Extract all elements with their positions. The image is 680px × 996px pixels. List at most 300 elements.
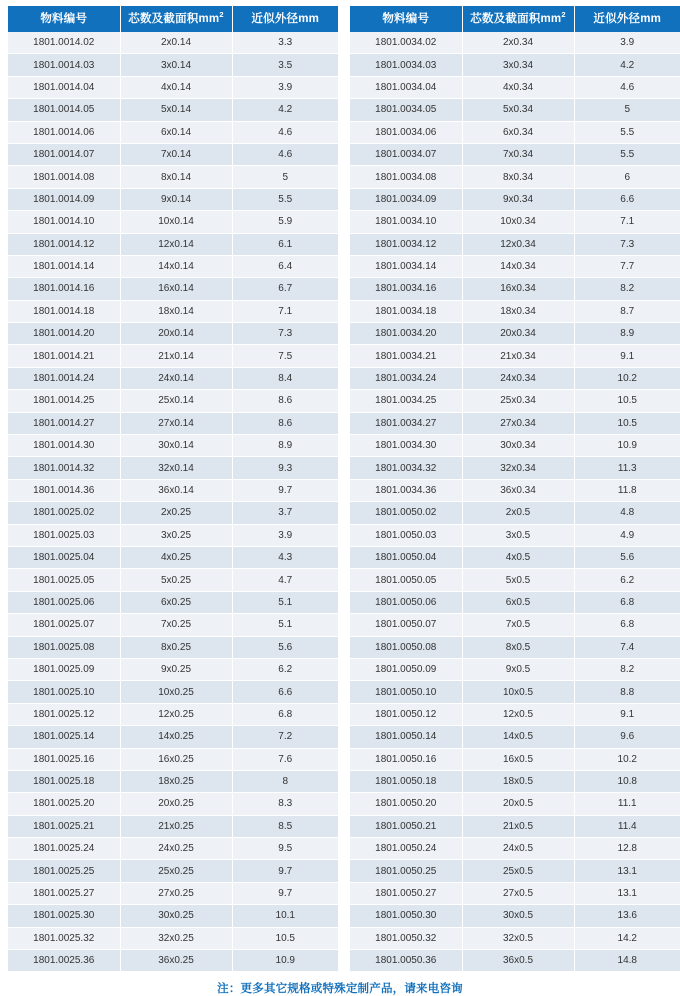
cell-outer-diameter: 11.4	[574, 815, 680, 837]
tables-container	[8, 6, 672, 972]
table-row	[8, 32, 338, 54]
cell-cores-and-area: 6x0.34	[462, 121, 574, 143]
cell-part-number: 1801.0050.03	[350, 524, 462, 546]
table-row	[8, 726, 338, 748]
cell-part-number: 1801.0025.20	[8, 793, 120, 815]
header-outer-diameter: 近似外径mm	[232, 6, 338, 32]
cell-part-number: 1801.0034.16	[350, 278, 462, 300]
cell-part-number: 1801.0034.03	[350, 54, 462, 76]
table-row	[350, 143, 680, 165]
cell-outer-diameter: 8.2	[574, 658, 680, 680]
cell-part-number: 1801.0050.18	[350, 770, 462, 792]
cell-outer-diameter: 3.9	[574, 32, 680, 54]
table-row	[8, 99, 338, 121]
cell-outer-diameter: 4.6	[232, 143, 338, 165]
cell-part-number: 1801.0034.21	[350, 345, 462, 367]
cell-cores-and-area: 18x0.5	[462, 770, 574, 792]
cell-part-number: 1801.0034.02	[350, 32, 462, 54]
header-row	[8, 6, 338, 32]
cell-outer-diameter: 8.5	[232, 815, 338, 837]
table-row	[350, 166, 680, 188]
table-row	[350, 76, 680, 98]
cell-cores-and-area: 18x0.25	[120, 770, 232, 792]
table-row	[350, 99, 680, 121]
table-row	[8, 636, 338, 658]
cell-cores-and-area: 5x0.14	[120, 99, 232, 121]
cell-part-number: 1801.0025.36	[8, 950, 120, 972]
table-row	[350, 681, 680, 703]
table-row	[350, 54, 680, 76]
table-header-left	[8, 6, 338, 32]
cell-part-number: 1801.0050.05	[350, 569, 462, 591]
cell-outer-diameter: 14.8	[574, 950, 680, 972]
cell-part-number: 1801.0034.36	[350, 479, 462, 501]
cell-cores-and-area: 16x0.34	[462, 278, 574, 300]
cell-part-number: 1801.0034.27	[350, 412, 462, 434]
table-row	[350, 793, 680, 815]
cell-part-number: 1801.0014.14	[8, 255, 120, 277]
cell-part-number: 1801.0025.03	[8, 524, 120, 546]
cell-cores-and-area: 36x0.25	[120, 950, 232, 972]
cell-outer-diameter: 5.5	[232, 188, 338, 210]
cell-outer-diameter: 3.3	[232, 32, 338, 54]
cell-cores-and-area: 5x0.25	[120, 569, 232, 591]
cell-outer-diameter: 8	[232, 770, 338, 792]
cell-outer-diameter: 9.7	[232, 479, 338, 501]
cell-part-number: 1801.0050.30	[350, 905, 462, 927]
table-row	[350, 367, 680, 389]
table-row	[8, 300, 338, 322]
table-row	[350, 860, 680, 882]
cell-part-number: 1801.0050.36	[350, 950, 462, 972]
cell-outer-diameter: 11.3	[574, 457, 680, 479]
cell-outer-diameter: 3.5	[232, 54, 338, 76]
cell-outer-diameter: 5.1	[232, 614, 338, 636]
cell-outer-diameter: 6.4	[232, 255, 338, 277]
table-row	[350, 524, 680, 546]
cell-part-number: 1801.0034.20	[350, 323, 462, 345]
cell-cores-and-area: 32x0.5	[462, 927, 574, 949]
cell-outer-diameter: 8.4	[232, 367, 338, 389]
cell-cores-and-area: 27x0.25	[120, 882, 232, 904]
cell-outer-diameter: 6.6	[574, 188, 680, 210]
cell-cores-and-area: 21x0.34	[462, 345, 574, 367]
table-row	[8, 166, 338, 188]
cell-part-number: 1801.0014.10	[8, 211, 120, 233]
cell-outer-diameter: 3.9	[232, 76, 338, 98]
table-row	[350, 950, 680, 972]
table-row	[350, 546, 680, 568]
cell-outer-diameter: 7.3	[574, 233, 680, 255]
table-body-right	[350, 32, 680, 972]
table-row	[350, 770, 680, 792]
table-row	[8, 457, 338, 479]
table-row	[350, 32, 680, 54]
cell-part-number: 1801.0050.21	[350, 815, 462, 837]
cell-outer-diameter: 7.7	[574, 255, 680, 277]
table-row	[350, 703, 680, 725]
table-row	[8, 703, 338, 725]
header-cores-and-area: 芯数及截面积$mm^2$	[120, 6, 232, 32]
table-row	[350, 905, 680, 927]
table-row	[350, 591, 680, 613]
cell-cores-and-area: 2x0.25	[120, 502, 232, 524]
cell-cores-and-area: 6x0.5	[462, 591, 574, 613]
cell-outer-diameter: 4.8	[574, 502, 680, 524]
table-row	[350, 412, 680, 434]
header-part-number: 物料编号	[350, 6, 462, 32]
cell-part-number: 1801.0014.24	[8, 367, 120, 389]
cell-outer-diameter: 9.7	[232, 860, 338, 882]
cell-outer-diameter: 5.5	[574, 121, 680, 143]
cell-part-number: 1801.0014.02	[8, 32, 120, 54]
cell-part-number: 1801.0034.08	[350, 166, 462, 188]
cell-cores-and-area: 7x0.14	[120, 143, 232, 165]
cell-cores-and-area: 24x0.14	[120, 367, 232, 389]
cell-outer-diameter: 6.8	[232, 703, 338, 725]
cell-outer-diameter: 7.1	[574, 211, 680, 233]
table-row	[8, 793, 338, 815]
table-row	[350, 927, 680, 949]
cell-part-number: 1801.0014.18	[8, 300, 120, 322]
cell-cores-and-area: 16x0.14	[120, 278, 232, 300]
cell-part-number: 1801.0014.21	[8, 345, 120, 367]
cell-outer-diameter: 7.4	[574, 636, 680, 658]
cell-cores-and-area: 12x0.14	[120, 233, 232, 255]
table-row	[350, 502, 680, 524]
cell-cores-and-area: 12x0.5	[462, 703, 574, 725]
cell-part-number: 1801.0025.08	[8, 636, 120, 658]
spec-table-left	[8, 6, 338, 972]
cell-outer-diameter: 9.7	[232, 882, 338, 904]
cell-cores-and-area: 30x0.34	[462, 435, 574, 457]
cell-part-number: 1801.0050.12	[350, 703, 462, 725]
cell-cores-and-area: 24x0.5	[462, 838, 574, 860]
table-row	[350, 188, 680, 210]
table-row	[8, 278, 338, 300]
cell-outer-diameter: 10.1	[232, 905, 338, 927]
cell-part-number: 1801.0034.14	[350, 255, 462, 277]
cell-cores-and-area: 30x0.25	[120, 905, 232, 927]
cell-cores-and-area: 30x0.14	[120, 435, 232, 457]
cell-part-number: 1801.0014.05	[8, 99, 120, 121]
cell-cores-and-area: 3x0.5	[462, 524, 574, 546]
cell-cores-and-area: 27x0.5	[462, 882, 574, 904]
cell-outer-diameter: 3.9	[232, 524, 338, 546]
footnote: 注：更多其它规格或特殊定制产品，请来电咨询	[217, 983, 463, 996]
table-row	[8, 838, 338, 860]
cell-cores-and-area: 27x0.14	[120, 412, 232, 434]
table-row	[350, 479, 680, 501]
cell-outer-diameter: 7.3	[232, 323, 338, 345]
cell-outer-diameter: 6	[574, 166, 680, 188]
table-row	[8, 76, 338, 98]
cell-outer-diameter: 8.8	[574, 681, 680, 703]
cell-part-number: 1801.0025.21	[8, 815, 120, 837]
cell-cores-and-area: 24x0.25	[120, 838, 232, 860]
cell-cores-and-area: 18x0.34	[462, 300, 574, 322]
cell-cores-and-area: 8x0.25	[120, 636, 232, 658]
cell-part-number: 1801.0050.16	[350, 748, 462, 770]
table-row	[350, 390, 680, 412]
cell-outer-diameter: 9.6	[574, 726, 680, 748]
table-row	[8, 591, 338, 613]
cell-part-number: 1801.0014.36	[8, 479, 120, 501]
cell-cores-and-area: 16x0.25	[120, 748, 232, 770]
cell-part-number: 1801.0014.25	[8, 390, 120, 412]
cell-part-number: 1801.0050.04	[350, 546, 462, 568]
cell-cores-and-area: 7x0.5	[462, 614, 574, 636]
cell-cores-and-area: 8x0.34	[462, 166, 574, 188]
cell-part-number: 1801.0050.25	[350, 860, 462, 882]
cell-cores-and-area: 24x0.34	[462, 367, 574, 389]
cell-part-number: 1801.0050.06	[350, 591, 462, 613]
table-row	[350, 233, 680, 255]
cell-cores-and-area: 8x0.14	[120, 166, 232, 188]
cell-part-number: 1801.0050.02	[350, 502, 462, 524]
cell-part-number: 1801.0014.30	[8, 435, 120, 457]
cell-cores-and-area: 6x0.14	[120, 121, 232, 143]
table-row	[8, 412, 338, 434]
cell-part-number: 1801.0025.27	[8, 882, 120, 904]
cell-cores-and-area: 10x0.25	[120, 681, 232, 703]
cell-outer-diameter: 10.2	[574, 367, 680, 389]
table-row	[8, 546, 338, 568]
cell-cores-and-area: 4x0.34	[462, 76, 574, 98]
cell-part-number: 1801.0034.07	[350, 143, 462, 165]
cell-cores-and-area: 27x0.34	[462, 412, 574, 434]
cell-cores-and-area: 10x0.14	[120, 211, 232, 233]
cell-cores-and-area: 14x0.25	[120, 726, 232, 748]
cell-outer-diameter: 5.5	[574, 143, 680, 165]
cell-cores-and-area: 21x0.5	[462, 815, 574, 837]
cell-outer-diameter: 7.2	[232, 726, 338, 748]
cell-cores-and-area: 25x0.34	[462, 390, 574, 412]
cell-outer-diameter: 5.6	[232, 636, 338, 658]
cell-outer-diameter: 11.8	[574, 479, 680, 501]
cell-outer-diameter: 8.6	[232, 412, 338, 434]
cell-cores-and-area: 25x0.14	[120, 390, 232, 412]
cell-cores-and-area: 4x0.25	[120, 546, 232, 568]
cell-cores-and-area: 14x0.14	[120, 255, 232, 277]
cell-cores-and-area: 21x0.14	[120, 345, 232, 367]
cell-cores-and-area: 3x0.34	[462, 54, 574, 76]
cell-part-number: 1801.0025.09	[8, 658, 120, 680]
cell-part-number: 1801.0025.12	[8, 703, 120, 725]
cell-outer-diameter: 9.5	[232, 838, 338, 860]
table-row	[8, 524, 338, 546]
cell-outer-diameter: 4.6	[574, 76, 680, 98]
cell-part-number: 1801.0050.27	[350, 882, 462, 904]
cell-part-number: 1801.0014.03	[8, 54, 120, 76]
cell-outer-diameter: 10.9	[232, 950, 338, 972]
table-header-right	[350, 6, 680, 32]
cell-cores-and-area: 9x0.5	[462, 658, 574, 680]
cell-cores-and-area: 12x0.25	[120, 703, 232, 725]
cell-cores-and-area: 12x0.34	[462, 233, 574, 255]
cell-outer-diameter: 8.2	[574, 278, 680, 300]
cell-cores-and-area: 8x0.5	[462, 636, 574, 658]
table-row	[8, 323, 338, 345]
cell-outer-diameter: 5	[232, 166, 338, 188]
cell-part-number: 1801.0014.08	[8, 166, 120, 188]
cell-part-number: 1801.0025.05	[8, 569, 120, 591]
table-row	[350, 300, 680, 322]
cell-part-number: 1801.0014.32	[8, 457, 120, 479]
table-row	[350, 345, 680, 367]
cell-outer-diameter: 4.9	[574, 524, 680, 546]
cell-outer-diameter: 7.1	[232, 300, 338, 322]
cell-outer-diameter: 13.1	[574, 860, 680, 882]
cell-cores-and-area: 32x0.34	[462, 457, 574, 479]
cell-cores-and-area: 9x0.25	[120, 658, 232, 680]
table-row	[350, 838, 680, 860]
cell-cores-and-area: 4x0.14	[120, 76, 232, 98]
cell-outer-diameter: 6.6	[232, 681, 338, 703]
spec-table-right	[350, 6, 680, 972]
cell-cores-and-area: 36x0.34	[462, 479, 574, 501]
cell-part-number: 1801.0034.30	[350, 435, 462, 457]
table-row	[8, 435, 338, 457]
cell-part-number: 1801.0025.25	[8, 860, 120, 882]
table-row	[350, 882, 680, 904]
table-row	[350, 815, 680, 837]
cell-part-number: 1801.0034.04	[350, 76, 462, 98]
cell-part-number: 1801.0025.02	[8, 502, 120, 524]
cell-outer-diameter: 10.9	[574, 435, 680, 457]
cell-cores-and-area: 7x0.34	[462, 143, 574, 165]
cell-part-number: 1801.0034.32	[350, 457, 462, 479]
table-row	[350, 121, 680, 143]
cell-cores-and-area: 21x0.25	[120, 815, 232, 837]
table-row	[8, 255, 338, 277]
table-row	[8, 860, 338, 882]
cell-outer-diameter: 6.8	[574, 614, 680, 636]
cell-part-number: 1801.0025.06	[8, 591, 120, 613]
table-row	[8, 233, 338, 255]
cell-cores-and-area: 14x0.5	[462, 726, 574, 748]
cell-outer-diameter: 9.3	[232, 457, 338, 479]
cell-part-number: 1801.0050.08	[350, 636, 462, 658]
cell-outer-diameter: 4.2	[232, 99, 338, 121]
cell-outer-diameter: 8.9	[574, 323, 680, 345]
cell-part-number: 1801.0050.07	[350, 614, 462, 636]
cell-part-number: 1801.0025.30	[8, 905, 120, 927]
header-cores-and-area: 芯数及截面积$mm^2$	[462, 6, 574, 32]
cell-outer-diameter: 8.9	[232, 435, 338, 457]
cell-cores-and-area: 4x0.5	[462, 546, 574, 568]
table-row	[350, 748, 680, 770]
header-outer-diameter: 近似外径mm	[574, 6, 680, 32]
cell-part-number: 1801.0050.10	[350, 681, 462, 703]
table-row	[8, 614, 338, 636]
cell-part-number: 1801.0034.10	[350, 211, 462, 233]
cell-part-number: 1801.0025.18	[8, 770, 120, 792]
cell-cores-and-area: 20x0.25	[120, 793, 232, 815]
cell-cores-and-area: 14x0.34	[462, 255, 574, 277]
table-row	[8, 143, 338, 165]
cell-cores-and-area: 5x0.5	[462, 569, 574, 591]
cell-part-number: 1801.0014.20	[8, 323, 120, 345]
cell-cores-and-area: 9x0.14	[120, 188, 232, 210]
cell-part-number: 1801.0050.24	[350, 838, 462, 860]
table-row	[8, 345, 338, 367]
cell-part-number: 1801.0014.04	[8, 76, 120, 98]
cell-cores-and-area: 36x0.14	[120, 479, 232, 501]
table-row	[350, 211, 680, 233]
cell-cores-and-area: 36x0.5	[462, 950, 574, 972]
table-row	[8, 658, 338, 680]
cell-cores-and-area: 2x0.5	[462, 502, 574, 524]
cell-part-number: 1801.0025.07	[8, 614, 120, 636]
table-row	[8, 927, 338, 949]
cell-cores-and-area: 5x0.34	[462, 99, 574, 121]
cell-outer-diameter: 8.3	[232, 793, 338, 815]
table-row	[8, 882, 338, 904]
cell-outer-diameter: 5.9	[232, 211, 338, 233]
table-row	[350, 569, 680, 591]
cell-cores-and-area: 3x0.25	[120, 524, 232, 546]
table-row	[8, 479, 338, 501]
cell-outer-diameter: 10.5	[574, 390, 680, 412]
table-row	[8, 188, 338, 210]
table-row	[8, 211, 338, 233]
cell-outer-diameter: 11.1	[574, 793, 680, 815]
cell-outer-diameter: 10.5	[232, 927, 338, 949]
cell-cores-and-area: 20x0.14	[120, 323, 232, 345]
cell-outer-diameter: 13.6	[574, 905, 680, 927]
cell-cores-and-area: 20x0.5	[462, 793, 574, 815]
cell-cores-and-area: 7x0.25	[120, 614, 232, 636]
cell-outer-diameter: 5.1	[232, 591, 338, 613]
cell-part-number: 1801.0025.14	[8, 726, 120, 748]
table-row	[8, 950, 338, 972]
cell-part-number: 1801.0014.06	[8, 121, 120, 143]
cell-outer-diameter: 7.6	[232, 748, 338, 770]
cell-part-number: 1801.0025.10	[8, 681, 120, 703]
table-row	[8, 121, 338, 143]
cell-outer-diameter: 14.2	[574, 927, 680, 949]
table-row	[8, 569, 338, 591]
header-part-number: 物料编号	[8, 6, 120, 32]
cell-part-number: 1801.0034.09	[350, 188, 462, 210]
cell-outer-diameter: 10.2	[574, 748, 680, 770]
cell-outer-diameter: 6.2	[232, 658, 338, 680]
cell-part-number: 1801.0034.24	[350, 367, 462, 389]
cell-cores-and-area: 32x0.14	[120, 457, 232, 479]
cell-part-number: 1801.0034.12	[350, 233, 462, 255]
cell-part-number: 1801.0034.25	[350, 390, 462, 412]
cell-cores-and-area: 30x0.5	[462, 905, 574, 927]
table-row	[350, 636, 680, 658]
cell-part-number: 1801.0050.32	[350, 927, 462, 949]
cell-outer-diameter: 6.7	[232, 278, 338, 300]
cell-outer-diameter: 6.8	[574, 591, 680, 613]
table-row	[350, 726, 680, 748]
cell-outer-diameter: 12.8	[574, 838, 680, 860]
cell-outer-diameter: 7.5	[232, 345, 338, 367]
cell-part-number: 1801.0025.04	[8, 546, 120, 568]
cell-outer-diameter: 10.8	[574, 770, 680, 792]
cell-cores-and-area: 6x0.25	[120, 591, 232, 613]
table-row	[8, 390, 338, 412]
table-row	[350, 457, 680, 479]
cell-outer-diameter: 9.1	[574, 345, 680, 367]
cell-cores-and-area: 25x0.5	[462, 860, 574, 882]
cell-part-number: 1801.0025.16	[8, 748, 120, 770]
cell-cores-and-area: 18x0.14	[120, 300, 232, 322]
cell-cores-and-area: 10x0.34	[462, 211, 574, 233]
